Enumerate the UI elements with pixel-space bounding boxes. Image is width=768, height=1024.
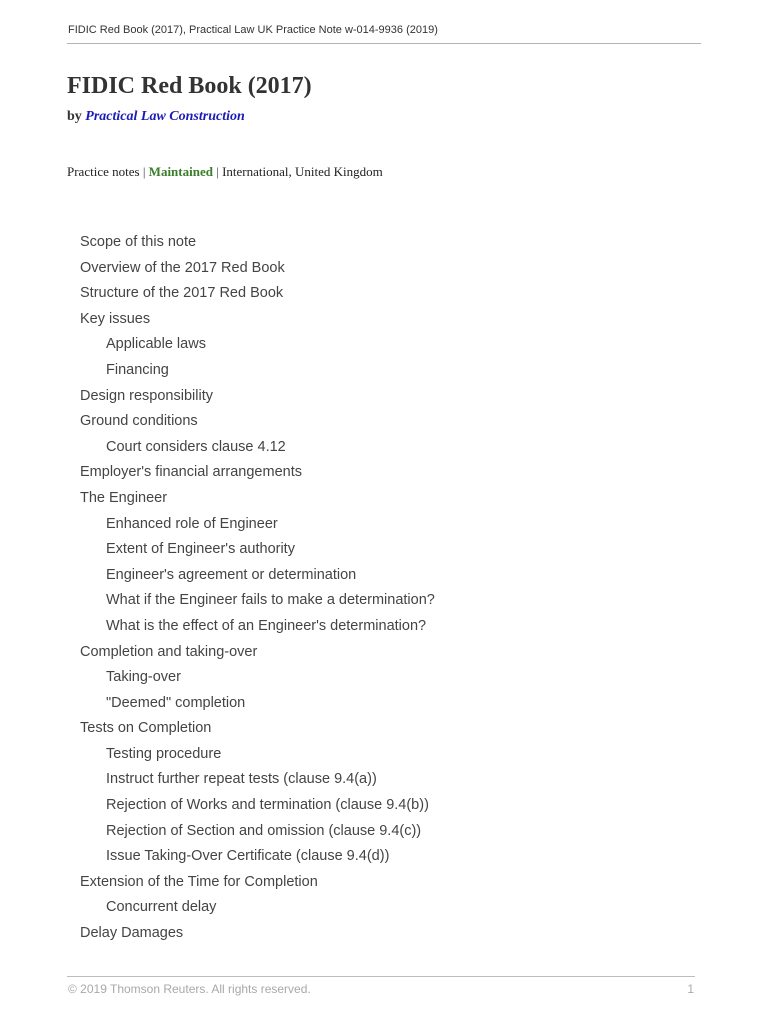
footer-divider bbox=[67, 976, 695, 977]
author-link[interactable]: Practical Law Construction bbox=[85, 109, 245, 124]
toc-entry[interactable]: Scope of this note bbox=[80, 234, 197, 250]
toc-subentry[interactable]: Taking-over bbox=[106, 669, 181, 686]
page-number: 1 bbox=[687, 982, 694, 996]
toc-subentry[interactable]: Applicable laws bbox=[106, 336, 206, 353]
byline-prefix: by bbox=[67, 109, 82, 124]
byline bbox=[67, 109, 245, 125]
toc-entry[interactable]: The Engineer bbox=[80, 489, 168, 506]
toc-subentry[interactable]: Issue Taking-Over Certificate (clause 9.4(d)) bbox=[106, 848, 390, 865]
toc-entry[interactable]: Employer's financial arrangements bbox=[80, 464, 302, 481]
table-of-contents bbox=[80, 232, 435, 949]
toc-subentry[interactable]: Extent of Engineer's authority bbox=[106, 541, 295, 558]
toc-entry[interactable]: Extension of the Time for Completion bbox=[80, 873, 318, 890]
toc-subentry[interactable]: Court considers clause 4.12 bbox=[106, 438, 286, 455]
toc-subentry[interactable]: What if the Engineer fails to make a determination? bbox=[106, 592, 435, 609]
resource-type: Practice notes bbox=[67, 164, 140, 179]
running-header: FIDIC Red Book (2017), Practical Law UK Practice Note w-014-9936 (2019) bbox=[68, 24, 438, 36]
toc-entry[interactable]: Structure of the 2017 Red Book bbox=[80, 285, 284, 302]
meta-separator: | bbox=[142, 164, 146, 179]
toc-subentry[interactable]: Instruct further repeat tests (clause 9.4(a)) bbox=[106, 771, 377, 788]
toc-entry[interactable]: Delay Damages bbox=[80, 925, 184, 942]
toc-subentry[interactable]: Engineer's agreement or determination bbox=[106, 566, 357, 583]
toc-subentry[interactable]: Concurrent delay bbox=[106, 899, 217, 916]
document-meta bbox=[67, 164, 383, 180]
toc-entry[interactable]: Overview of the 2017 Red Book bbox=[80, 259, 285, 276]
toc-subentry[interactable]: Testing procedure bbox=[106, 745, 222, 762]
toc-entry[interactable]: Tests on Completion bbox=[80, 720, 212, 737]
toc-subentry[interactable]: Rejection of Works and termination (clause 9.4(b)) bbox=[106, 797, 429, 814]
toc-entry[interactable]: Ground conditions bbox=[80, 413, 198, 430]
document-title: FIDIC Red Book (2017) bbox=[67, 73, 312, 99]
toc-subentry[interactable]: What is the effect of an Engineer's determination? bbox=[106, 617, 427, 634]
status-badge: Maintained bbox=[148, 164, 213, 179]
jurisdiction: International, United Kingdom bbox=[222, 164, 383, 179]
toc-entry[interactable]: Design responsibility bbox=[80, 387, 213, 404]
toc-subentry[interactable]: Financing bbox=[106, 361, 169, 378]
copyright-notice: © 2019 Thomson Reuters. All rights reserved. bbox=[68, 982, 311, 996]
toc-subentry[interactable]: Enhanced role of Engineer bbox=[106, 515, 278, 532]
meta-separator: | bbox=[216, 164, 219, 179]
toc-entry[interactable]: Key issues bbox=[80, 310, 151, 327]
toc-entry[interactable]: Completion and taking-over bbox=[80, 643, 258, 660]
toc-subentry[interactable]: "Deemed" completion bbox=[106, 694, 246, 711]
header-divider bbox=[67, 43, 701, 44]
toc-subentry[interactable]: Rejection of Section and omission (clause 9.4(c)) bbox=[106, 822, 422, 839]
